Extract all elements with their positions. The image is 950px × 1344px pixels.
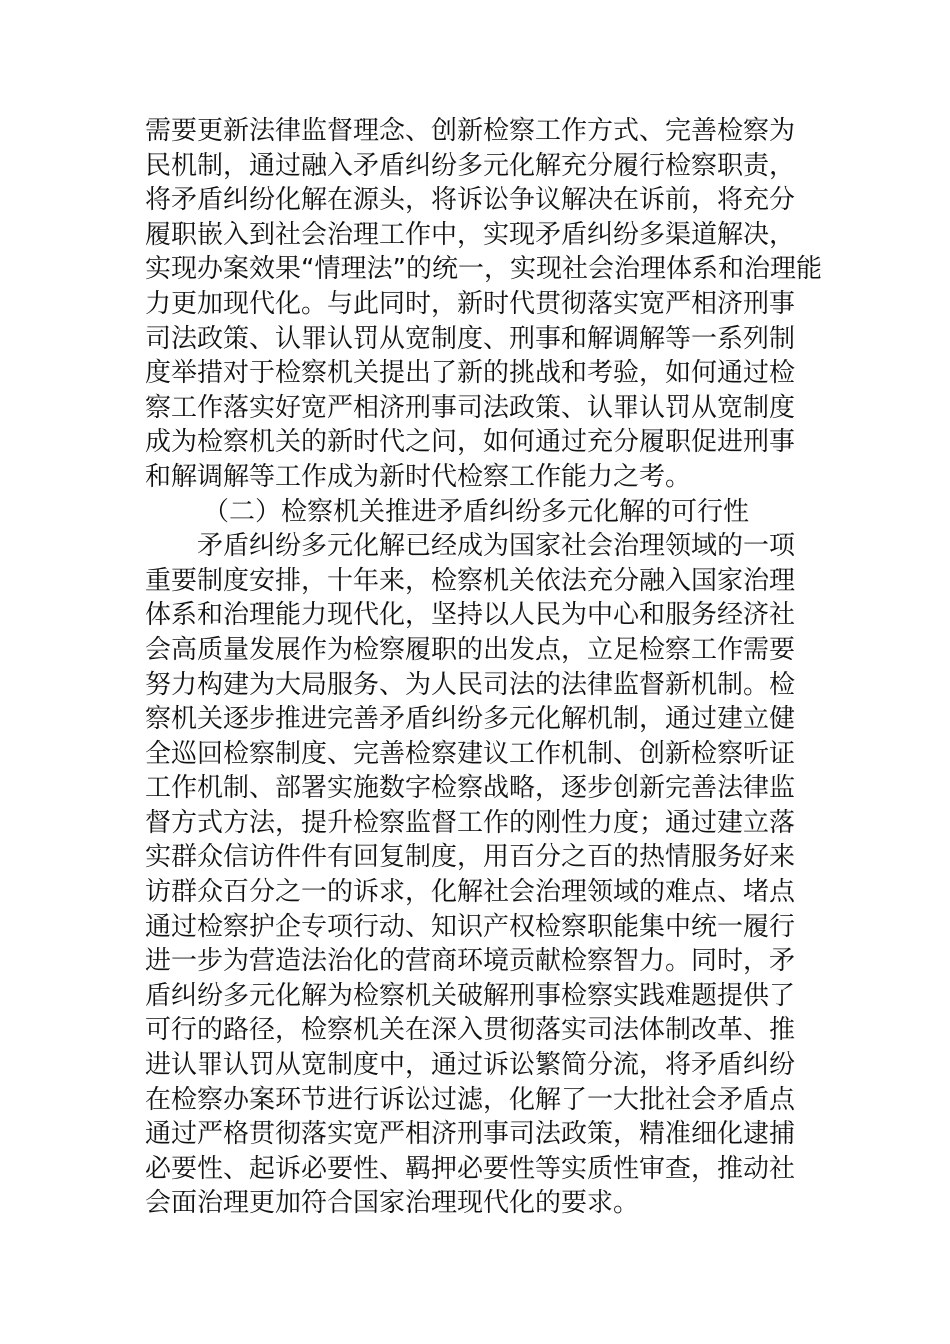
section-heading: （二）检察机关推进矛盾纠纷多元化解的可行性 [203,496,750,527]
text-line: 会面治理更加符合国家治理现代化的要求。 [145,1188,640,1219]
text-line: 度举措对于检察机关提出了新的挑战和考验，如何通过检 [145,358,796,389]
text-line: 察工作落实好宽严相济刑事司法政策、认罪认罚从宽制度 [145,392,796,423]
text-line: 重要制度安排，十年来，检察机关依法充分融入国家治理 [145,565,796,596]
text-line: 努力构建为大局服务、为人民司法的法律监督新机制。检 [145,669,796,700]
text-line: 盾纠纷多元化解为检察机关破解刑事检察实践难题提供了 [145,980,796,1011]
text-line: 体系和治理能力现代化，坚持以人民为中心和服务经济社 [145,600,796,631]
text-line: 全巡回检察制度、完善检察建议工作机制、创新检察听证 [145,738,796,769]
text-line: 可行的路径，检察机关在深入贯彻落实司法体制改革、推 [145,1015,796,1046]
text-line: 通过检察护企专项行动、知识产权检察职能集中统一履行 [145,911,796,942]
document-body [145,114,845,1221]
text-line: 进认罪认罚从宽制度中，通过诉讼繁简分流，将矛盾纠纷 [145,1050,796,1081]
text-line: 履职嵌入到社会治理工作中，实现矛盾纠纷多渠道解决， [145,219,796,250]
text-line: 和解调解等工作成为新时代检察工作能力之考。 [145,461,692,492]
text-line: 成为检察机关的新时代之问，如何通过充分履职促进刑事 [145,427,796,458]
text-line: 将矛盾纠纷化解在源头，将诉讼争议解决在诉前，将充分 [145,185,796,216]
text-line: 工作机制、部署实施数字检察战略，逐步创新完善法律监 [145,773,796,804]
text-line: 进一步为营造法治化的营商环境贡献检察智力。同时，矛 [145,946,796,977]
text-line: 实现办案效果“情理法”的统一，实现社会治理体系和治理能 [145,254,822,285]
text-line: 督方式方法，提升检察监督工作的刚性力度；通过建立落 [145,807,796,838]
text-line: 访群众百分之一的诉求，化解社会治理领域的难点、堵点 [145,877,796,908]
text-line: 民机制，通过融入矛盾纠纷多元化解充分履行检察职责， [145,150,796,181]
text-line: 必要性、起诉必要性、羁押必要性等实质性审查，推动社 [145,1153,796,1184]
text-line: 需要更新法律监督理念、创新检察工作方式、完善检察为 [145,116,796,146]
text-line: 在检察办案环节进行诉讼过滤，化解了一大批社会矛盾点 [145,1084,796,1115]
text-line: 通过严格贯彻落实宽严相济刑事司法政策，精准细化逮捕 [145,1119,796,1150]
text-line: 力更加现代化。与此同时，新时代贯彻落实宽严相济刑事 [145,288,796,319]
text-line: 实群众信访件件有回复制度，用百分之百的热情服务好来 [145,842,796,873]
text-line: 会高质量发展作为检察履职的出发点，立足检察工作需要 [145,634,796,665]
text-line: 矛盾纠纷多元化解已经成为国家社会治理领域的一项 [197,531,796,562]
text-line: 司法政策、认罪认罚从宽制度、刑事和解调解等一系列制 [145,323,796,354]
text-line: 察机关逐步推进完善矛盾纠纷多元化解机制，通过建立健 [145,704,796,735]
